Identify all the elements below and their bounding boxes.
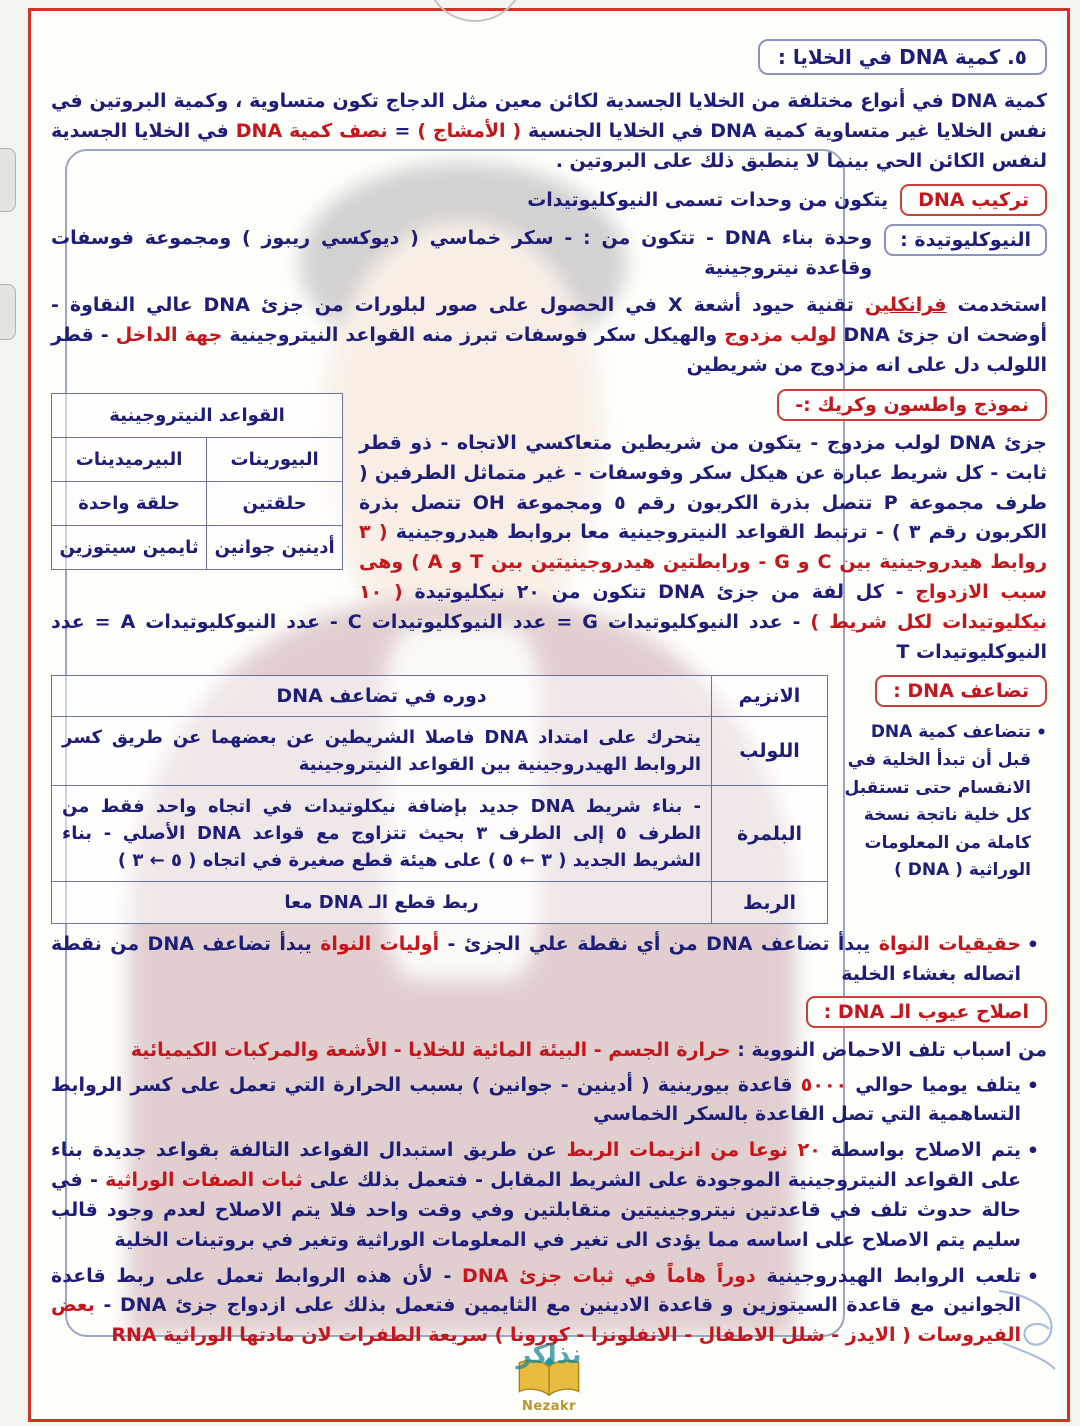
helicase-name: اللولب [712,717,828,786]
bases-title-row [52,393,343,437]
b3-run-2: - لأن هذه الروابط تعمل على ربط قاعدة الجوانين مع قاعدة السيتوزين و قاعدة الادينين مع الثايمين فتعمل بذلك على ازدواج جزئ DNA - [51,1264,1021,1317]
enzyme-table-wrap [51,675,828,924]
damage-causes-line [51,1036,1047,1065]
b2-run-1: ٢٠ نوعا من انزيمات الربط [566,1139,821,1162]
repair-header: اصلاح عيوب الـ DNA : [806,996,1047,1028]
repair-bullet-2 [51,1136,1047,1255]
causes-list: حرارة الجسم - البيئة المائية للخلايا - الأشعة والمركبات الكيميائية [130,1039,731,1062]
b3-run-3: بعض الفيروسات ( الايدز - شلل الاطفال - الانفلونزا - كورونا ) سريعة الطفرات لان مادتها الوراثية RNA [51,1294,1021,1347]
brand-latin: Nezakr [521,1399,577,1414]
origin-run-0: حقيقيات النواة [878,933,1021,956]
dna-structure-row [51,184,1047,216]
repair-bullet-3 [51,1262,1047,1351]
intro-run-1: ( الأمشاج ) [417,119,522,142]
ligase-role: ربط قطع الـ DNA معا [52,882,712,924]
repair-header-row [51,996,1047,1028]
left-edge-tab-1 [0,148,16,212]
polymerase-name: البلمرة [712,786,828,882]
intro-run-2: = [387,119,418,142]
publisher-logo [31,1340,1067,1414]
franklin-name-highlight: فرانكلين [864,294,947,317]
replication-header: تضاعف DNA : [875,675,1047,707]
intro-paragraph [51,87,1047,176]
watson-run-0: جزئ DNA لولب مزدوج - يتكون من شريطين متعاكسي الاتجاه - ذو قطر ثابت - كل شريط عبارة عن هيكل سكر وفوسفات - غير متماثل الطرفين ( طرف مجموعة P تتصل بذرة الكربون رقم ٥ ومجموعة OH تتصل بذرة الكربون رقم ٣ ) - ترتبط القواعد النيتروجينية معا بروابط هيدروجينية [359,431,1047,544]
origin-run-3: يبدأ تضاعف DNA من نقطة اتصاله بغشاء الخلية [51,933,1021,986]
franklin-run-0: استخدمت [946,294,1047,317]
intro-run-3: نصف كمية DNA [235,119,388,142]
page-content [31,11,1067,1351]
bases-names-purines: أدينين جوانين [207,525,343,569]
dna-structure-header: تركيب DNA [900,184,1047,216]
left-edge-tab-2 [0,284,16,340]
b2-run-3: ثبات الصفات الوراثية [105,1169,303,1192]
b1-run-0: يتلف يوميا حوالي [847,1073,1022,1096]
watson-run-4: - عدد النيوكليوتيدات G = عدد النيوكليوتيدات C - عدد النيوكليوتيدات A = عدد النيوكليوتيدات T [51,610,1047,663]
nucleotide-row [51,224,1047,283]
franklin-run-4: والهيكل سكر فوسفات تبرز منه القواعد النيتروجينية [222,324,725,347]
bases-header-row [52,437,343,481]
bases-table-title: القواعد النيتروجينية [52,393,343,437]
b3-run-0: تلعب الروابط الهيدروجينية [755,1264,1022,1287]
bases-col-pyrimidines: البيرميدينات [52,437,207,481]
b3-run-1: دوراً هاماً في ثبات جزئ DNA [462,1264,756,1287]
enzyme-col-header: الانزيم [712,676,828,717]
watson-run-3: ( ١٠ نيكليوتيدات لكل شريط ) [359,580,1047,633]
replication-bullet: • تتضاعف كمية DNA قبل أن تبدأ الخلية في الانقسام حتى تستقبل كل خلية ناتجة نسخة كاملة من المعلومات الوراثية ( DNA ) [842,719,1047,884]
bases-rings-purines: حلقتين [207,481,343,525]
polymerase-role: - بناء شريط DNA جديد بإضافة نيكلوتيدات في اتجاه واحد فقط من الطرف ٥ إلى الطرف ٣ بحيث تتزاوج مع قواعد DNA الأصلي - بناء الشريط الجديد ( ٣ ← ٥ ) على هيئة قطع صغيرة في اتجاه ( ٥ ← ٣ ) [52,786,712,882]
intro-run-0: كمية DNA في أنواع مختلفة من الخلايا الجسدية لكائن معين مثل الدجاج تكون متساوية ، وكمية البروتين في نفس الخلايا غير متساوية كمية DNA في الخلايا الجنسية [51,90,1047,142]
title-row [51,39,1047,75]
b1-run-2: قاعدة بيورينية ( أدينين - جوانين ) بسبب الحرارة التي تعمل على كسر الروابط التساهمية التي تصل القاعدة بالسكر الخماسي [51,1073,1021,1126]
bases-rings-pyrimidines: حلقة واحدة [52,481,207,525]
nitrogen-bases-table [51,393,343,570]
helicase-row [52,717,828,786]
ligase-row [52,882,828,924]
b2-run-2: عن طريق استبدال القواعد التالفة بقواعد جديدة بناء على القواعد النيتروجينية الموجودة على الشريط المقابل - فتعمل بذلك على [51,1139,1021,1192]
watson-crick-header: نموذج واطسون وكريك :- [777,389,1047,421]
role-col-header: دوره في تضاعف DNA [52,676,712,717]
franklin-paragraph [51,291,1047,380]
origin-bullet [51,930,1047,990]
enzymes-table [51,675,828,924]
ligase-name: الربط [712,882,828,924]
bases-col-purines: البيورينات [207,437,343,481]
b2-run-4: - في حالة حدوث تلف في قاعدتين نيتروجينيتين متقابلتين وفي وقت واحد فلا يتم الاصلاح لعدم وجود قالب سليم يتم الاصلاح على اساسه مما يؤدى الى تغير في المعلومات الوراثية وتغير في بروتينات الخلية [51,1169,1021,1251]
bases-names-row [52,525,343,569]
causes-label: من اسباب تلف الاحماض النووية : [730,1039,1047,1062]
b1-run-1: ٥٠٠٠ [800,1073,848,1096]
intro-run-4: في الخلايا الجسدية لنفس الكائن الحي بينما لا ينطبق ذلك على البروتين . [51,119,1047,172]
franklin-run-2: تقنية حيود أشعة X في الحصول على صور لبلورات من جزئ DNA عالي النقاوة - أوضحت ان جزئ DNA [51,294,1048,347]
nucleotide-label: النيوكليوتيدة : [884,224,1047,256]
origin-run-1: يبدأ تضاعف DNA من أي نقطة علي الجزئ - [439,933,879,956]
nucleotide-text: وحدة بناء DNA - تتكون من : - سكر خماسي ( ديوكسي ريبوز ) ومجموعة فوسفات وقاعدة نيتروجينية [51,227,873,279]
bases-rings-row [52,481,343,525]
polymerase-row [52,786,828,882]
replication-section [51,675,1047,924]
franklin-run-6: - قطر اللولب دل على انه مزدوج من شريطين [51,324,1047,377]
brand-arabic: نذاكر [516,1340,582,1370]
bases-names-pyrimidines: ثايمين سيتوزين [52,525,207,569]
page-title: ٥. كمية DNA في الخلايا : [758,39,1047,75]
helicase-role: يتحرك على امتداد DNA فاصلا الشريطين عن بعضهما عن طريق كسر الروابط الهيدروجينية بين القواعد النيتروجينية [52,717,712,786]
franklin-run-5: جهة الداخل [115,324,223,347]
repair-bullet-1 [51,1071,1047,1131]
dna-structure-text: يتكون من وحدات تسمى النيوكليوتيدات [527,188,889,211]
watson-run-1: ( ٣ روابط هيدروجينية بين C و G - ورابطتين هيدروجينيتين بين T و A ) وهى سبب الازدواج [359,521,1048,603]
b2-run-0: يتم الاصلاح بواسطة [820,1139,1021,1162]
franklin-run-3: لولب مزدوج [724,324,837,347]
replication-sidebar [842,675,1047,924]
origin-run-2: أوليات النواة [320,933,440,956]
watson-run-2: - كل لفة من جزئ DNA تتكون من ٢٠ نيكليوتيدة [402,580,916,603]
scanned-page [28,8,1070,1422]
enzymes-header-row [52,676,828,717]
